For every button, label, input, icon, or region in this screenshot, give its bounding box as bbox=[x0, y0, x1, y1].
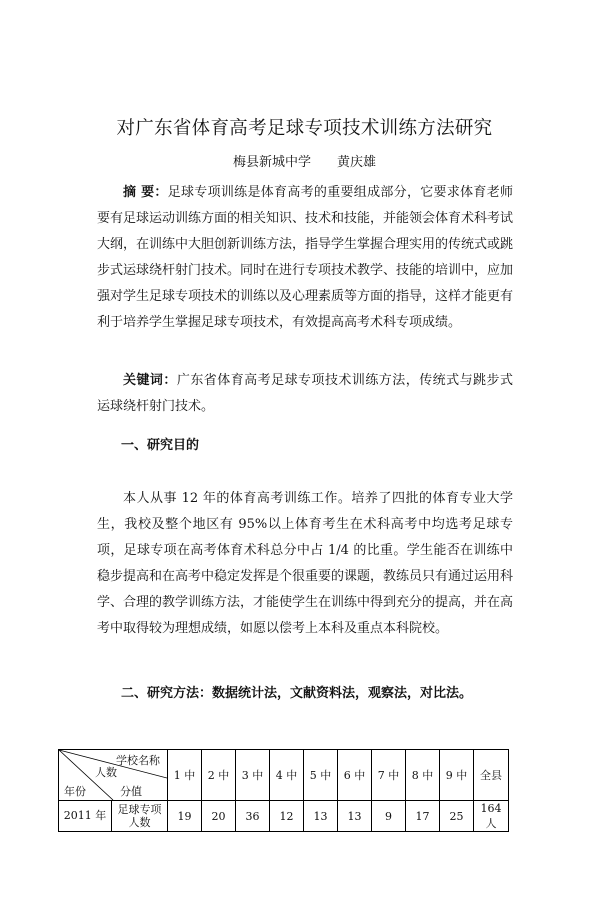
section1-paragraph: 本人从事 12 年的体育高考训练工作。培养了四批的体育专业大学生，我校及整个地区有 95%以上体育考生在术科高考中均选考足球专项，足球专项在高考体育术科总分中占 1/4 的比重。学生能否在训练中稳步提高和在高考中稳定发挥是个很重要的课题，教练员只有通过运用科学、合理的教学训练方法，才能使学生在训练中得到充分的提高，并在高考中取得较为理想成绩，如愿以偿考上本科及重点本科院校。 bbox=[97, 491, 514, 636]
table-cell: 12 bbox=[270, 801, 304, 832]
keywords-paragraph bbox=[97, 368, 513, 420]
corner-label-count: 人数 bbox=[95, 766, 117, 779]
keywords-label: 关键词： bbox=[123, 373, 177, 388]
column-header: 4 中 bbox=[270, 750, 304, 801]
row-label-line1: 足球专项 bbox=[117, 803, 162, 816]
column-header: 5 中 bbox=[304, 750, 338, 801]
column-header: 7 中 bbox=[372, 750, 406, 801]
row-year: 2011 年 bbox=[59, 801, 112, 831]
section1-heading: 一、研究目的 bbox=[121, 438, 200, 453]
table-cell: 9 bbox=[372, 801, 406, 832]
table-cell: 19 bbox=[168, 801, 202, 832]
column-header: 9 中 bbox=[440, 750, 474, 801]
corner-label-score: 分值 bbox=[120, 785, 142, 798]
row-label-cell bbox=[59, 801, 168, 832]
author-school: 梅县新城中学 bbox=[232, 155, 311, 170]
table-cell: 17 bbox=[406, 801, 440, 832]
corner-label-school: 学校名称 bbox=[116, 754, 160, 767]
column-header: 2 中 bbox=[202, 750, 236, 801]
table-cell: 20 bbox=[202, 801, 236, 832]
abstract-text: 足球专项训练是体育高考的重要组成部分，它要求体育老师要有足球运动训练方面的相关知识、技术和技能，并能领会体育术科考试大纲，在训练中大胆创新训练方法，指导学生掌握合理实用的传统式或跳步式运球绕杆射门技术。同时在进行专项技术教学、技能的培训中，应加强对学生足球专项技术的训练以及心理素质等方面的指导，这样才能更有利于培养学生掌握足球专项技术，有效提高高考术科专项成绩。 bbox=[97, 185, 514, 330]
table-cell: 13 bbox=[304, 801, 338, 832]
abstract-paragraph bbox=[97, 180, 513, 336]
column-header: 6 中 bbox=[338, 750, 372, 801]
corner-label-year: 年份 bbox=[64, 785, 86, 798]
row-label-line2: 人数 bbox=[128, 816, 151, 829]
abstract-label: 摘 要： bbox=[123, 185, 168, 200]
column-header: 8 中 bbox=[406, 750, 440, 801]
section2-heading: 二、研究方法：数据统计法，文献资料法，观察法，对比法。 bbox=[121, 686, 473, 701]
table-row bbox=[59, 801, 509, 832]
data-table bbox=[58, 749, 509, 832]
table-cell: 36 bbox=[236, 801, 270, 832]
table-cell: 164 人 bbox=[474, 801, 509, 832]
author-name: 黄庆雄 bbox=[337, 155, 377, 170]
author-line bbox=[0, 151, 609, 170]
keywords-text: 广东省体育高考足球专项技术训练方法，传统式与跳步式运球绕杆射门技术。 bbox=[97, 373, 513, 414]
column-header: 3 中 bbox=[236, 750, 270, 801]
column-header: 1 中 bbox=[168, 750, 202, 801]
paper-title: 对广东省体育高考足球专项技术训练方法研究 bbox=[116, 118, 493, 139]
table-header-row bbox=[59, 750, 509, 801]
column-header: 全县 bbox=[474, 750, 509, 801]
table-corner-cell bbox=[59, 750, 168, 801]
table-cell: 25 bbox=[440, 801, 474, 832]
table-cell: 13 bbox=[338, 801, 372, 832]
